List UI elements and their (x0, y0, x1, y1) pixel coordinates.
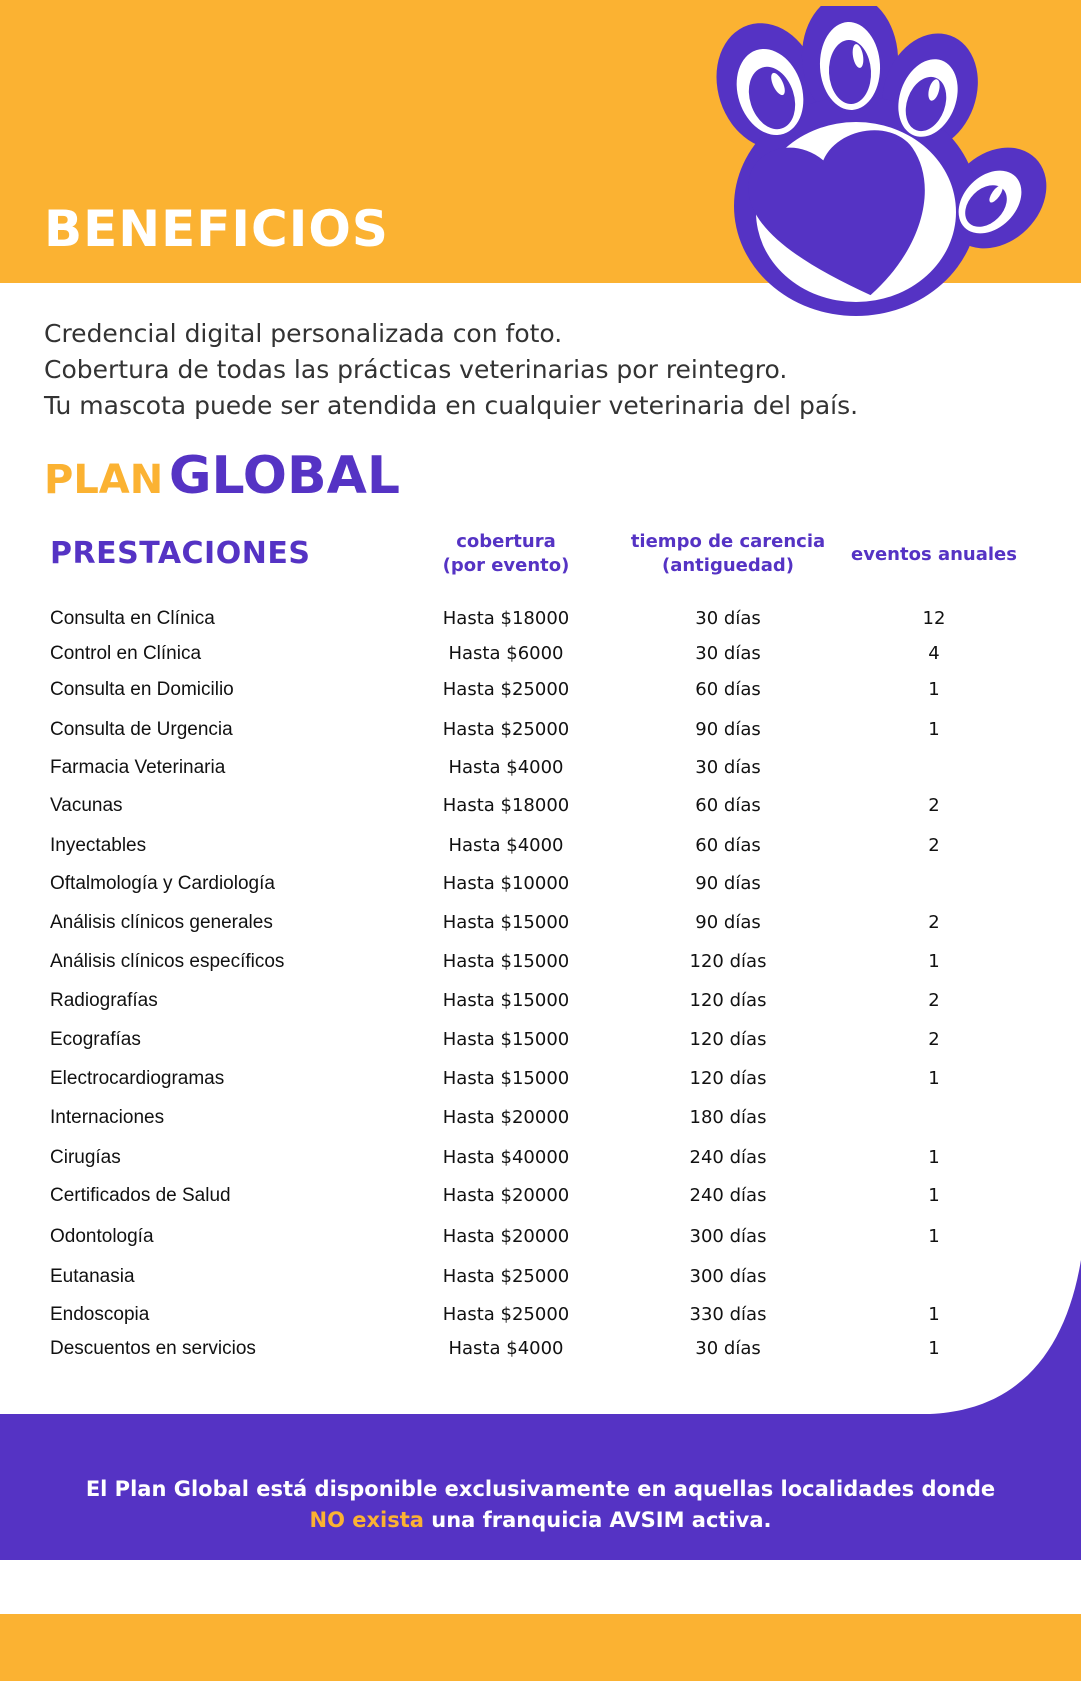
footer-band (0, 1614, 1081, 1681)
row-events: 2 (928, 795, 940, 816)
benefit-item: Cobertura de todas las prácticas veterinarias por reintegro. (44, 355, 788, 384)
row-events: 1 (928, 1338, 940, 1359)
row-waiting: 120 días (689, 990, 767, 1011)
row-coverage: Hasta $15000 (442, 1068, 570, 1089)
row-coverage: Hasta $4000 (448, 757, 564, 778)
row-coverage: Hasta $40000 (442, 1147, 570, 1168)
table-row (0, 715, 1081, 745)
column-header-coverage (420, 530, 592, 578)
table-row (0, 986, 1081, 1016)
benefit-item: Tu mascota puede ser atendida en cualquier veterinaria del país. (44, 391, 859, 420)
plan-prefix: PLAN (44, 457, 164, 503)
row-events: 1 (928, 1226, 940, 1247)
row-coverage: Hasta $15000 (442, 912, 570, 933)
row-name: Odontología (50, 1226, 154, 1247)
column-header-line: (por evento) (442, 555, 570, 576)
column-header-waiting (620, 530, 836, 578)
table-row (0, 791, 1081, 821)
row-events: 2 (928, 990, 940, 1011)
footer-note-rest: una franquicia AVSIM activa. (423, 1508, 772, 1532)
row-coverage: Hasta $4000 (448, 835, 564, 856)
row-coverage: Hasta $10000 (442, 873, 570, 894)
footer-note (40, 1474, 1041, 1536)
page-title: BENEFICIOS (44, 200, 389, 258)
paw-heart-icon (708, 6, 1068, 336)
row-waiting: 30 días (695, 608, 761, 629)
row-name: Internaciones (50, 1107, 165, 1128)
row-name: Consulta en Domicilio (50, 679, 234, 700)
table-row (0, 908, 1081, 938)
table-row (0, 1181, 1081, 1211)
row-waiting: 180 días (689, 1107, 767, 1128)
row-name: Certificados de Salud (50, 1185, 231, 1206)
row-waiting: 300 días (689, 1226, 767, 1247)
row-coverage: Hasta $25000 (442, 719, 570, 740)
row-name: Consulta de Urgencia (50, 719, 233, 740)
row-coverage: Hasta $25000 (442, 1304, 570, 1325)
row-waiting: 300 días (689, 1266, 767, 1287)
row-events: 4 (928, 643, 940, 664)
benefits-list (44, 316, 944, 424)
row-waiting: 120 días (689, 1029, 767, 1050)
row-coverage: Hasta $25000 (442, 1266, 570, 1287)
row-events: 1 (928, 719, 940, 740)
column-header-line: eventos anuales (851, 544, 1017, 565)
row-name: Consulta en Clínica (50, 608, 215, 629)
row-coverage: Hasta $4000 (448, 1338, 564, 1359)
row-events: 1 (928, 679, 940, 700)
footer-note-highlight: NO exista (309, 1508, 424, 1532)
table-row (0, 753, 1081, 783)
row-waiting: 90 días (695, 912, 761, 933)
table-row (0, 1222, 1081, 1252)
row-events: 1 (928, 951, 940, 972)
row-coverage: Hasta $18000 (442, 608, 570, 629)
row-name: Descuentos en servicios (50, 1338, 256, 1359)
row-coverage: Hasta $6000 (448, 643, 564, 664)
row-coverage: Hasta $15000 (442, 951, 570, 972)
row-name: Endoscopia (50, 1304, 150, 1325)
column-header-line: cobertura (456, 531, 556, 552)
row-coverage: Hasta $25000 (442, 679, 570, 700)
row-events: 1 (928, 1068, 940, 1089)
section-title: PRESTACIONES (50, 536, 311, 571)
row-waiting: 120 días (689, 951, 767, 972)
row-waiting: 90 días (695, 719, 761, 740)
row-events: 2 (928, 912, 940, 933)
row-waiting: 330 días (689, 1304, 767, 1325)
footer-note-line2 (40, 1505, 1041, 1536)
column-header-line: tiempo de carencia (630, 531, 826, 552)
row-events: 1 (928, 1147, 940, 1168)
row-name: Análisis clínicos específicos (50, 951, 285, 972)
table-row (0, 869, 1081, 899)
column-header-line: (antiguedad) (661, 555, 794, 576)
row-waiting: 90 días (695, 873, 761, 894)
table-row (0, 639, 1081, 669)
row-name: Control en Clínica (50, 643, 202, 664)
row-coverage: Hasta $15000 (442, 1029, 570, 1050)
table-row (0, 1103, 1081, 1133)
row-waiting: 60 días (695, 835, 761, 856)
plan-title (44, 446, 400, 506)
row-name: Análisis clínicos generales (50, 912, 273, 933)
row-coverage: Hasta $20000 (442, 1107, 570, 1128)
row-name: Oftalmología y Cardiología (50, 873, 275, 894)
table-row (0, 1025, 1081, 1055)
row-name: Electrocardiogramas (50, 1068, 225, 1089)
table-row (0, 1143, 1081, 1173)
row-name: Cirugías (50, 1147, 121, 1168)
row-waiting: 240 días (689, 1147, 767, 1168)
row-coverage: Hasta $15000 (442, 990, 570, 1011)
table-row (0, 1064, 1081, 1094)
row-events: 1 (928, 1304, 940, 1325)
row-name: Farmacia Veterinaria (50, 757, 226, 778)
row-name: Vacunas (50, 795, 123, 816)
table-row (0, 604, 1081, 634)
row-coverage: Hasta $20000 (442, 1226, 570, 1247)
row-waiting: 60 días (695, 679, 761, 700)
benefit-item: Credencial digital personalizada con foto. (44, 319, 563, 348)
row-waiting: 30 días (695, 1338, 761, 1359)
row-name: Ecografías (50, 1029, 141, 1050)
footer-note-line1: El Plan Global está disponible exclusivamente en aquellas localidades donde (85, 1477, 996, 1501)
column-header-events (844, 543, 1024, 567)
table-row (0, 947, 1081, 977)
table-row (0, 831, 1081, 861)
row-waiting: 30 días (695, 643, 761, 664)
row-waiting: 30 días (695, 757, 761, 778)
plan-name: GLOBAL (168, 446, 401, 506)
row-events: 12 (922, 608, 946, 629)
row-coverage: Hasta $20000 (442, 1185, 570, 1206)
row-name: Eutanasia (50, 1266, 135, 1287)
row-waiting: 120 días (689, 1068, 767, 1089)
row-events: 2 (928, 835, 940, 856)
row-name: Inyectables (50, 835, 147, 856)
row-events: 2 (928, 1029, 940, 1050)
table-row (0, 675, 1081, 705)
row-events: 1 (928, 1185, 940, 1206)
row-name: Radiografías (50, 990, 158, 1011)
row-waiting: 60 días (695, 795, 761, 816)
row-waiting: 240 días (689, 1185, 767, 1206)
footer-divider (0, 1600, 1081, 1614)
row-coverage: Hasta $18000 (442, 795, 570, 816)
